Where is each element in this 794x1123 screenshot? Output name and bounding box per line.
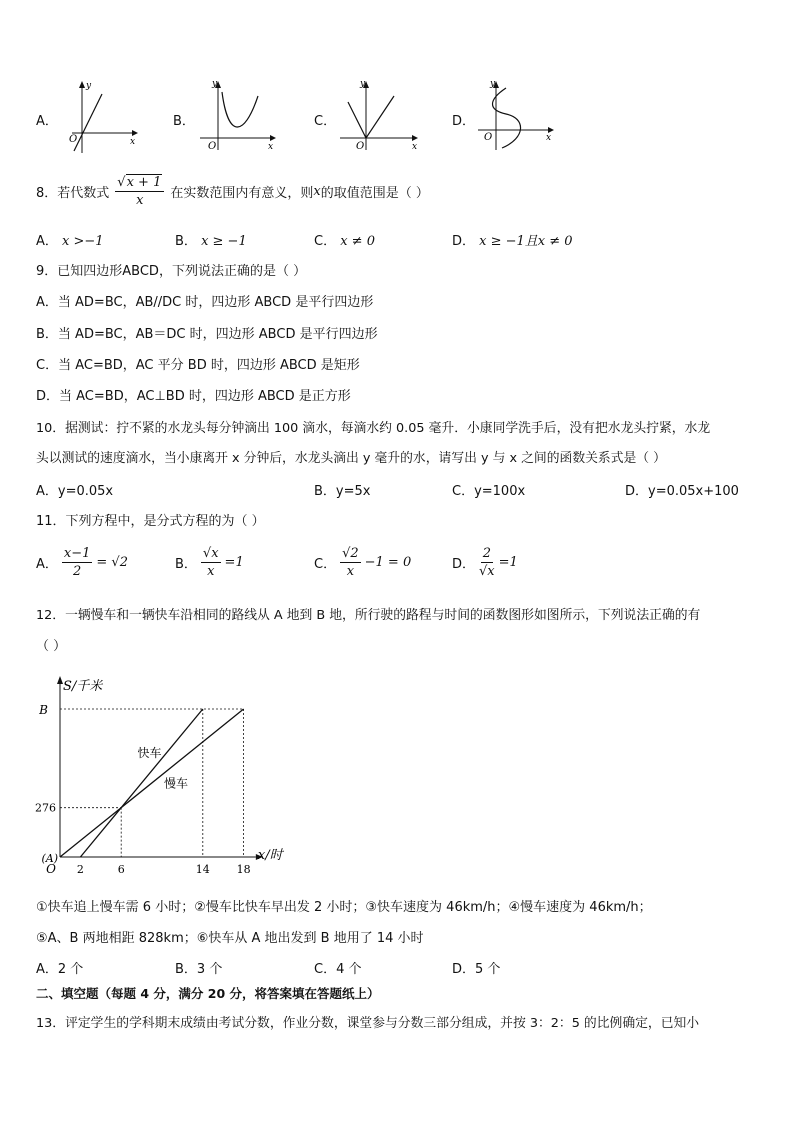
- q12-option-a: A．2 个: [36, 962, 84, 977]
- q8-option-b: B． x ≥ −1: [175, 234, 247, 249]
- q7-b-x: x: [268, 142, 274, 152]
- q7-option-a-label: A．: [36, 114, 58, 129]
- q8-stem-prefix: 8．若代数式: [36, 186, 110, 201]
- q12-distance-time-chart: [30, 670, 283, 885]
- slow-car-line: [60, 709, 244, 857]
- chart-series: [60, 709, 244, 857]
- q7-a-x: x: [130, 137, 136, 147]
- q7-graph-a: [60, 78, 140, 158]
- q7-graph-b: [196, 76, 280, 156]
- q7-c-origin: O: [356, 141, 365, 152]
- x-tick-18: 18: [236, 863, 251, 876]
- q7-option-d-label: D．: [452, 114, 476, 129]
- q12-statements-line2: ⑤A、B 两地相距 828km；⑥快车从 A 地出发到 B 地用了 14 小时: [36, 931, 424, 946]
- q11-option-a: A． $\frac{x-1}{2}$ = √2: [36, 546, 128, 579]
- q7-d-x: x: [546, 133, 552, 143]
- x-tick-2: 2: [76, 863, 84, 876]
- q12-line2: （ ）: [36, 639, 67, 654]
- q11-option-c: C． $\frac{√2}{x}$ −1 = 0: [314, 546, 412, 579]
- q8-stem: [36, 174, 429, 209]
- q9-stem: 9．已知四边形ABCD，下列说法正确的是（ ）: [36, 264, 307, 279]
- y-tick-b: B: [39, 703, 48, 717]
- q12-option-d: D．5 个: [452, 962, 501, 977]
- q7-b-origin: O: [208, 141, 217, 152]
- q11-option-d: D． $\frac{2}{√x}$ =1: [452, 546, 518, 579]
- q10-line2: 头以测试的速度滴水，当小康离开 x 分钟后，水龙头滴出 y 毫升的水，请写出 y 与 x 之间的函数关系式是（ ）: [36, 451, 666, 466]
- q10-option-d: D．y=0.05x+100: [625, 484, 739, 499]
- q10-line1: 10．据测试：拧不紧的水龙头每分钟滴出 100 滴水，每滴水约 0.05 毫升．小康同学洗手后，没有把水龙头拧紧，水龙: [36, 421, 711, 436]
- x-tick-14: 14: [195, 863, 210, 876]
- q13-line1: 13．评定学生的学科期末成绩由考试分数，作业分数，课堂参与分数三部分组成，并按 3：2：5 的比例确定，已知小: [36, 1016, 700, 1031]
- q10-option-a: A．y=0.05x: [36, 484, 114, 499]
- q7-d-y: y: [490, 79, 496, 89]
- q7-d-origin: O: [484, 132, 493, 143]
- q8-frac-num: x + 1: [126, 175, 162, 190]
- fast-car-label: 快车: [137, 745, 162, 760]
- section-2-heading: 二、填空题（每题 4 分，满分 20 分，将答案填在答题纸上）: [36, 986, 380, 1001]
- q9-option-c: C．当 AC=BD，AC 平分 BD 时，四边形 ABCD 是矩形: [36, 358, 360, 373]
- q8-var: x: [313, 184, 321, 199]
- q10-option-c: C．y=100x: [452, 484, 526, 499]
- q7-c-y: y: [360, 79, 366, 89]
- chart-axes: [57, 676, 263, 860]
- q9-option-d: D．当 AC=BD，AC⊥BD 时，四边形 ABCD 是正方形: [36, 389, 351, 404]
- q9-option-a: A．当 AD=BC，AB//DC 时，四边形 ABCD 是平行四边形: [36, 295, 374, 310]
- q7-c-x: x: [412, 142, 418, 152]
- q12-option-c: C．4 个: [314, 962, 362, 977]
- q7-a-y: y: [86, 81, 92, 91]
- q8-option-a: A． x >−1: [36, 234, 104, 249]
- q7-option-b-label: B．: [173, 114, 195, 129]
- q8-stem-end: 的取值范围是（ ）: [320, 186, 429, 201]
- origin-point-label: (A): [41, 852, 58, 865]
- q7-a-origin: O: [69, 134, 78, 145]
- origin-label: O: [46, 862, 56, 876]
- x-tick-6: 6: [117, 863, 125, 876]
- q12-option-b: B．3 个: [175, 962, 223, 977]
- q7-b-y: y: [212, 79, 218, 89]
- q12-statements-line1: ①快车追上慢车需 6 小时；②慢车比快车早出发 2 小时；③快车速度为 46km/h；④慢车速度为 46km/h；: [36, 900, 652, 915]
- q11-option-b: B． $\frac{√x}{x}$ =1: [175, 546, 244, 579]
- q12-line1: 12．一辆慢车和一辆快车沿相同的路线从 A 地到 B 地，所行驶的路程与时间的函数图形如图所示，下列说法正确的有: [36, 608, 701, 623]
- q8-option-c: C． x ≠ 0: [314, 234, 375, 249]
- q10-option-b: B．y=5x: [314, 484, 371, 499]
- q8-frac-den: x: [136, 193, 144, 208]
- y-tick-276: 276: [35, 801, 56, 815]
- q11-stem: 11．下列方程中，是分式方程的为（ ）: [36, 514, 265, 529]
- q7-graph-c: [336, 76, 422, 156]
- q8-option-d: D． x ≥ −1且x ≠ 0: [452, 234, 573, 249]
- slow-car-label: 慢车: [164, 776, 189, 791]
- q8-fraction: $\frac{√x + 1}{x}$: [115, 174, 164, 209]
- q7-option-c-label: C．: [314, 114, 337, 129]
- q9-option-b: B．当 AD=BC，AB＝DC 时，四边形 ABCD 是平行四边形: [36, 327, 378, 342]
- y-axis-title: S/千米: [63, 679, 103, 694]
- q7-graph-d: [474, 76, 558, 156]
- x-axis-title: x/时: [257, 848, 283, 863]
- q8-stem-suffix: 在实数范围内有意义，则: [170, 186, 314, 201]
